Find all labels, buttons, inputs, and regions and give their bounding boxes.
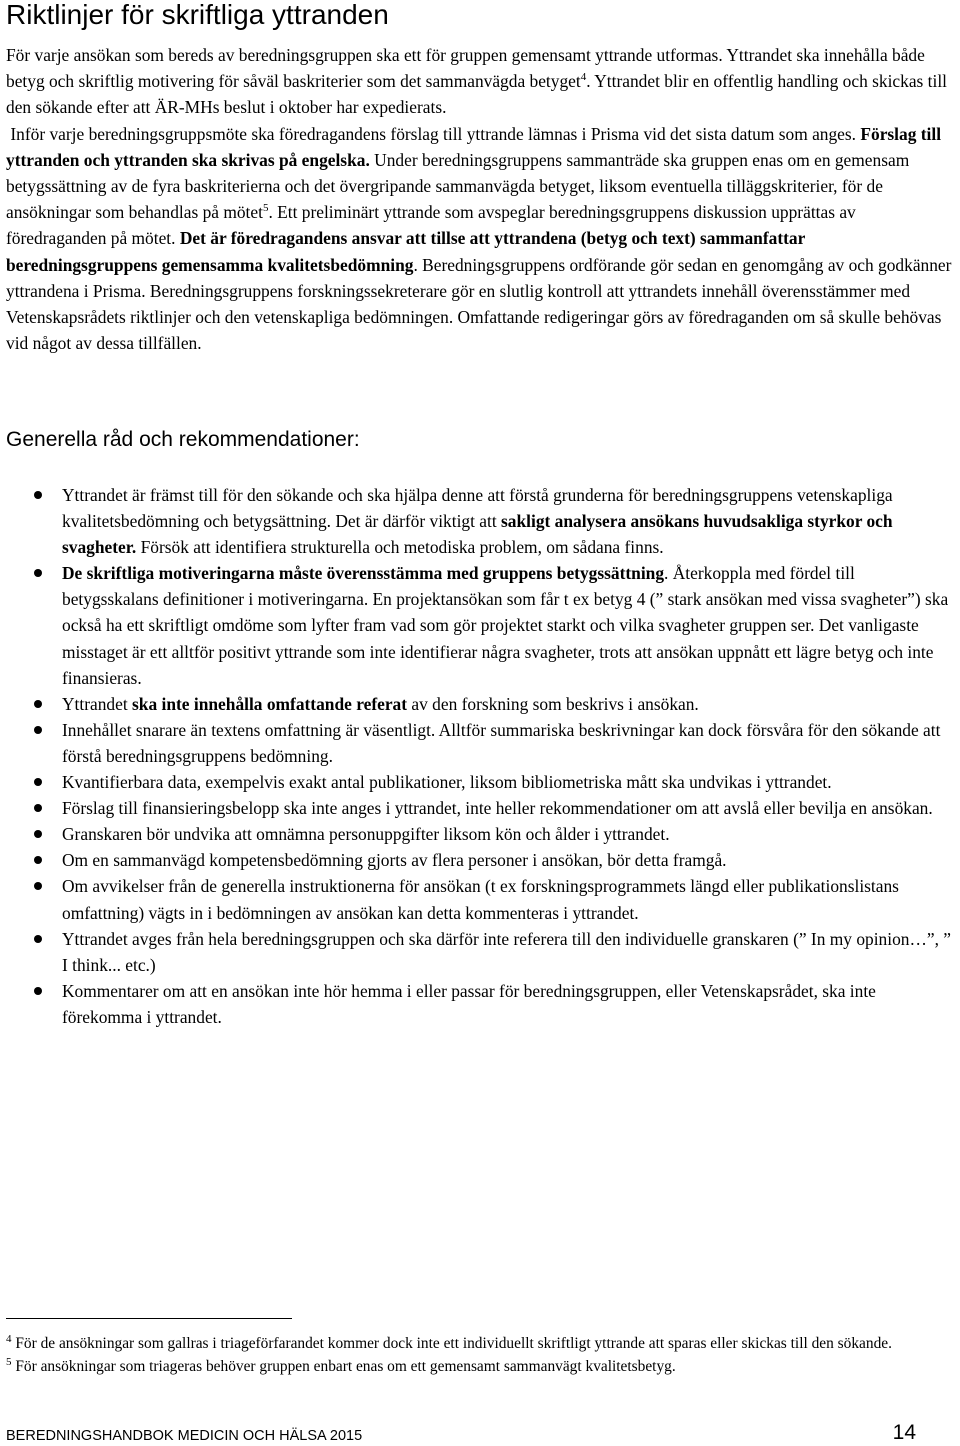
intro-paragraph-1 xyxy=(6,42,956,121)
item-text: Yttrandet avges från hela beredningsgruppen och ska därför inte referera till den individuelle granskaren (” In my opinion…”, ” I think... etc.) xyxy=(62,928,952,975)
item-text: Kommentarer om att en ansökan inte hör hemma i eller passar för beredningsgruppen, eller Vetenskapsrådet, ska inte förekomma i yttrandet. xyxy=(62,980,876,1027)
intro-p2-bold-responsibility: Det är föredragandens ansvar att tillse att yttrandena (betyg och text) sammanfattar beredningsgruppens gemensamma kvalitetsbedömning xyxy=(6,228,806,275)
intro-p2-text-c: Under beredningsgruppens sammanträde ska gruppen enas om en gemensam betygssättning av de fyra baskriterierna och det övergripande sammanvägda betyget, liksom eventuella tilläggskriterier, för de ansökningar som behandlas på mötet xyxy=(6,149,910,223)
footnote-4 xyxy=(6,1333,946,1356)
intro-paragraph-2 xyxy=(6,121,956,357)
list-item xyxy=(0,978,960,1030)
item-text: Innehållet snarare än textens omfattning är väsentligt. Alltför summariska beskrivningar kan dock försvåra för den sökande att förstå beredningsgruppens bedömning. xyxy=(62,719,941,766)
section-heading: Generella råd och rekommendationer: xyxy=(6,428,360,451)
intro-p2-text-d: . Ett preliminärt yttrande som avspeglar beredningsgruppens diskussion upprättas av föredraganden på mötet. xyxy=(6,202,856,249)
bullet-icon xyxy=(34,491,42,499)
item-text: Kvantifierbara data, exempelvis exakt antal publikationer, liksom bibliometriska mått ska undvikas i yttrandet. xyxy=(62,772,832,793)
item-text: Förslag till finansieringsbelopp ska inte anges i yttrandet, inte heller rekommendationer om att avslå eller bevilja en ansökan. xyxy=(62,798,933,819)
footnote-text: För ansökningar som triageras behöver gruppen enbart enas om ett gemensamt sammanvägt kvalitetsbetyg. xyxy=(11,1357,676,1375)
intro-p2-text-f: . Beredningsgruppens ordförande gör sedan en genomgång av och godkänner yttrandena i Prisma. Beredningsgruppens forskningssekreterare gör en slutlig kontroll att yttrandets innehåll överensstämmer med Vetenskapsrådets riktlinjer och den vetenskapliga bedömningen. Omfattande redigeringar görs av föredraganden om så skulle behövas vid något av dessa tillfällen. xyxy=(6,254,952,354)
bullet-icon xyxy=(34,726,42,734)
footnote-ref-5[interactable]: 5 xyxy=(262,202,269,215)
item-bold-text: ska inte innehålla omfattande referat xyxy=(132,693,408,714)
recommendation-list xyxy=(0,482,960,1030)
footnote-divider xyxy=(6,1318,292,1319)
item-bold-text: sakligt analysera ansökans huvudsakliga styrkor och svagheter. xyxy=(62,511,893,558)
list-item xyxy=(0,821,960,847)
page-title: Riktlinjer för skriftliga yttranden xyxy=(6,0,389,30)
bullet-icon xyxy=(34,778,42,786)
list-item xyxy=(0,482,960,560)
footnote-number: 5 xyxy=(6,1355,12,1368)
item-text: . Återkoppla med fördel till betygsskalans definitioner i motiveringarna. En projektansökan som får t ex betyg 4 (” stark ansökan med vissa svagheter”) ska också ha ett skriftligt omdöme som lyfter fram vad som gör projektet starkt och vilka svagheter gruppen ser. Det vanligaste misstaget är ett alltför positivt yttrande som inte identifierar några svagheter, trots att ansökan uppnått ett lägre betyg och inte finansieras. xyxy=(62,563,949,688)
bullet-icon xyxy=(34,700,42,708)
bullet-icon xyxy=(34,856,42,864)
page-footer xyxy=(6,1421,916,1446)
list-item xyxy=(0,691,960,717)
intro-p1-text-b: . Yttrandet blir en offentlig handling och skickas till den sökande efter att ÄR-MHs beslut i oktober har expedierats. xyxy=(6,71,947,118)
item-text: Yttrandet är främst till för den sökande och ska hjälpa denne att förstå grunderna för beredningsgruppens vetenskapliga kvalitetsbedömning och betygsättning. Det är därför viktigt att xyxy=(62,485,893,532)
item-text: Försök att identifiera strukturella och metodiska problem, om sådana finns. xyxy=(136,537,664,558)
footnote-ref-4[interactable]: 4 xyxy=(580,71,587,84)
page-number: 14 xyxy=(892,1421,916,1444)
item-text: Yttrandet xyxy=(62,693,133,714)
intro-section xyxy=(6,42,956,356)
bullet-icon xyxy=(34,882,42,890)
item-text: Om avvikelser från de generella instruktionerna för ansökan (t ex forskningsprogrammets längd eller publikationslistans omfattning) vägts in i bedömningen av ansökan kan detta kommenteras i yttrandet. xyxy=(62,876,899,923)
intro-p1-text-a: För varje ansökan som bereds av beredningsgruppen ska ett för gruppen gemensamt yttrande utformas. Yttrandet ska innehålla både betyg och skriftlig motivering för såväl baskriterier som det sammanvägda betyget xyxy=(6,45,925,92)
item-text: Om en sammanvägd kompetensbedömning gjorts av flera personer i ansökan, bör detta framgå. xyxy=(62,850,727,871)
footnote-text: För de ansökningar som gallras i triageförfarandet kommer dock inte ett individuellt skriftligt yttrande att sparas eller skickas till den sökande. xyxy=(11,1335,892,1352)
bullet-icon xyxy=(34,804,42,812)
footnote-number: 4 xyxy=(6,1332,12,1345)
footnote-5 xyxy=(6,1356,946,1379)
footnotes xyxy=(6,1333,946,1378)
bullet-icon xyxy=(34,830,42,838)
intro-p2-text-a: Inför varje beredningsgruppsmöte ska föredragandens förslag till yttrande lämnas i Prisma vid det sista datum som anges. xyxy=(10,123,861,144)
list-item xyxy=(0,926,960,978)
list-item xyxy=(0,717,960,769)
list-item xyxy=(0,769,960,795)
list-item xyxy=(0,847,960,873)
bullet-icon xyxy=(34,569,42,577)
list-item xyxy=(0,560,960,690)
item-bold-text: De skriftliga motiveringarna måste överensstämma med gruppens betygssättning xyxy=(62,563,665,584)
item-text: av den forskning som beskrivs i ansökan. xyxy=(407,693,699,714)
list-item xyxy=(0,795,960,821)
bullet-icon xyxy=(34,935,42,943)
list-item xyxy=(0,873,960,925)
footer-title: BEREDNINGSHANDBOK MEDICIN OCH HÄLSA 2015 xyxy=(6,1428,363,1444)
bullet-icon xyxy=(34,987,42,995)
intro-p2-bold-english: Förslag till yttranden och yttranden ska skrivas på engelska. xyxy=(6,123,942,170)
item-text: Granskaren bör undvika att omnämna personuppgifter liksom kön och ålder i yttrandet. xyxy=(62,824,670,845)
